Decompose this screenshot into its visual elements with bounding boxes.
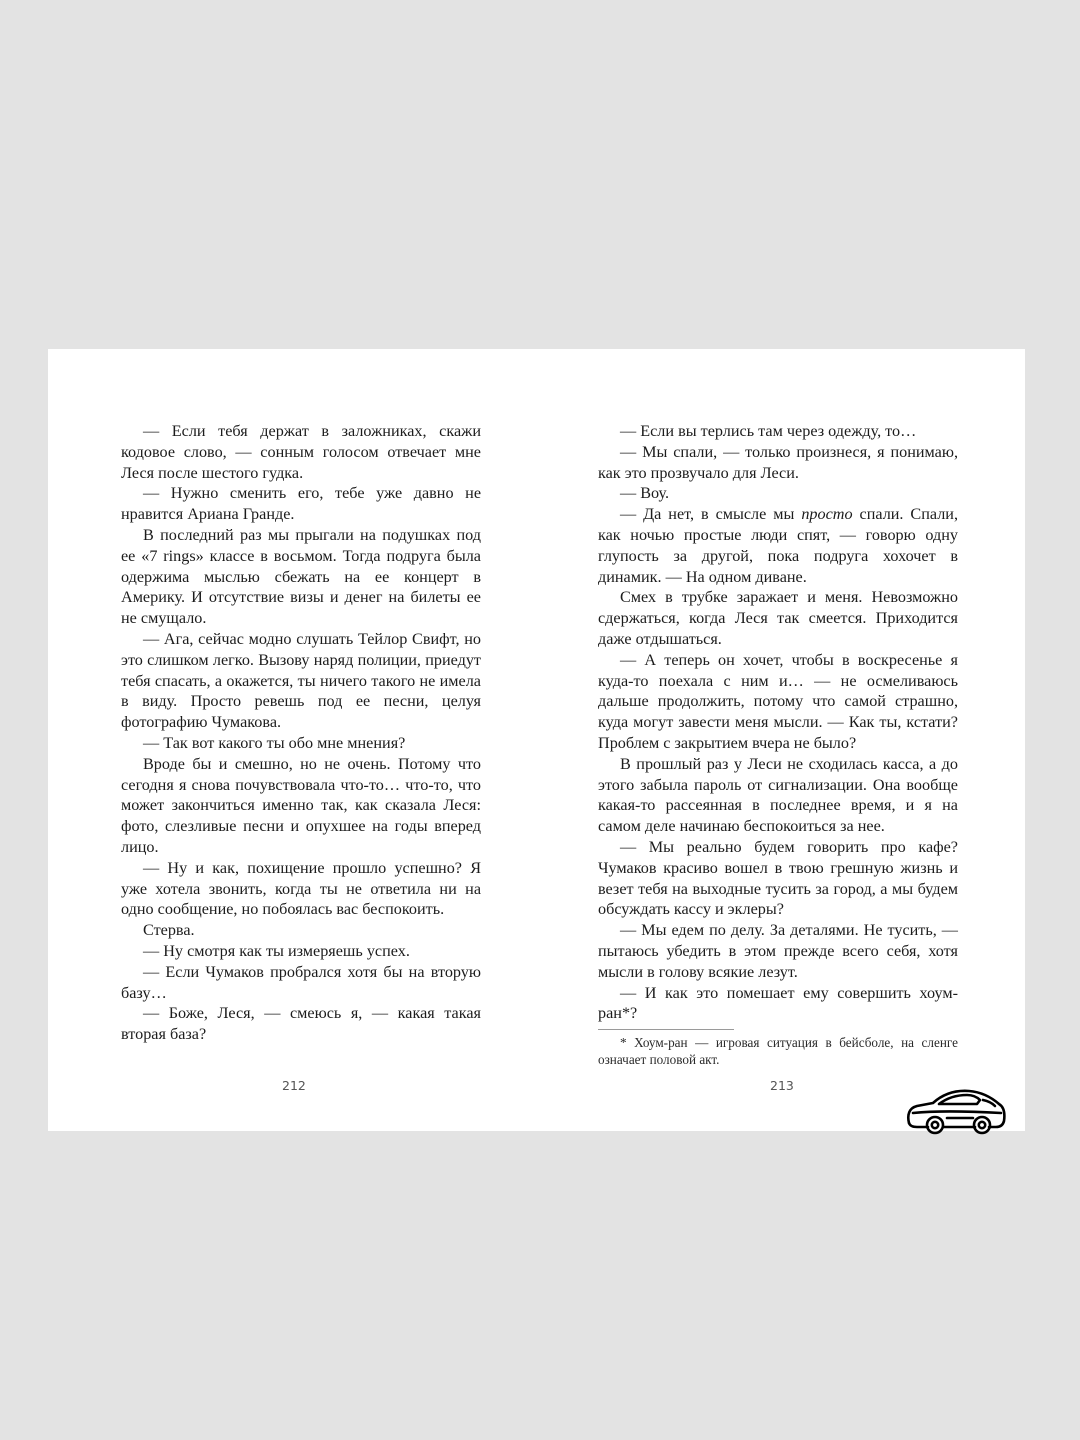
italic-word: просто xyxy=(801,505,853,524)
left-page-text xyxy=(121,421,481,1045)
paragraph: Смех в трубке заражает и меня. Невозможно сдержаться, когда Леся так смеется. Приходится даже отдышаться. xyxy=(598,588,958,648)
paragraph: — Мы едем по делу. За деталями. Не тусить, — пытаюсь убедить в этом прежде всего себя, хотя мысли в голову всякие лезут. xyxy=(598,921,958,981)
paragraph: — Если вы терлись там через одежду, то… xyxy=(620,422,917,440)
book-spread xyxy=(48,349,1025,1131)
paragraph: — Ну и как, похищение прошло успешно? Я уже хотела звонить, когда ты не ответила ни на одно сообщение, но побоялась вас беспокоить. xyxy=(121,858,481,919)
paragraph xyxy=(598,504,958,587)
paragraph: — Боже, Леся, — смеюсь я, — какая такая вторая база? xyxy=(121,1004,481,1044)
paragraph-rest: спали. Спали, как ночью простые люди спят, — говорю одну глупость за другой, пока подруга хохочет в динамик. — На одном диване. xyxy=(598,505,958,586)
paragraph: — Воу. xyxy=(620,484,670,503)
paragraph-start: — Да нет, в смысле мы xyxy=(620,505,802,524)
paragraph: Вроде бы и смешно, но не очень. Потому что сегодня я снова почувствовала что-то… что-то, что может закончиться именно так, как сказала Леся: фото, слезливые песни и опухшее на годы вперед лицо. xyxy=(121,754,481,856)
paragraph: — Мы реально будем говорить про кафе? Чумаков красиво вошел в твою грешную жизнь и везет тебя на выходные тусить за город, а мы будем обсуждать кассу и эклеры? xyxy=(598,837,958,919)
paragraph: — Ага, сейчас модно слушать Тейлор Свифт, но это слишком легко. Вызову наряд полиции, приедут тебя спасать, а окажется, ты ничего такого не имела в виду. Просто ревешь под ее песни, целуя фотографию Чумакова. xyxy=(121,629,481,732)
page-number-right: 213 xyxy=(770,1078,794,1093)
paragraph: — Ну смотря как ты измеряешь успех. xyxy=(143,941,410,960)
page-number-left: 212 xyxy=(282,1078,306,1093)
paragraph: В последний раз мы прыгали на подушках под ее «7 rings» классе в восьмом. Тогда подруга была одержима мыслью сбежать на ее концерт в Америку. И отсутствие визы и денег на билеты ее не смущало. xyxy=(121,525,481,628)
footnote: * Хоум-ран — игровая ситуация в бейсболе, на сленге означает половой акт. xyxy=(598,1035,958,1068)
paragraph: — Так вот какого ты обо мне мнения? xyxy=(143,733,406,752)
paragraph: — И как это помешает ему совершить хоум-ран*? xyxy=(598,983,958,1023)
sports-car-icon xyxy=(903,1077,1007,1135)
paragraph: — Если Чумаков пробрался хотя бы на вторую базу… xyxy=(121,962,481,1002)
paragraph: — Нужно сменить его, тебе уже давно не нравится Ариана Гранде. xyxy=(121,484,481,524)
footnote-divider xyxy=(598,1029,734,1030)
paragraph: В прошлый раз у Леси не сходилась касса, а до этого забыла пароль от сигнализации. Она вообще какая-то рассеянная в последнее время, и я на самом деле начинаю беспокоиться за нее. xyxy=(598,754,958,836)
paragraph: Стерва. xyxy=(143,921,195,940)
paragraph: — Если тебя держат в заложниках, скажи кодовое слово, — сонным голосом отвечает мне Леся после шестого гудка. xyxy=(121,422,481,482)
paragraph: — А теперь он хочет, чтобы в воскресенье я куда-то поехала с ним и… — не осмеливаюсь дальше продолжить, потому что самой страшно, куда могут завести меня мысли. — Как ты, кстати? Проблем с закрытием вчера не было? xyxy=(598,650,958,752)
paragraph: — Мы спали, — только произнеся, я понимаю, как это прозвучало для Леси. xyxy=(598,442,958,482)
right-page-text xyxy=(598,421,958,1068)
